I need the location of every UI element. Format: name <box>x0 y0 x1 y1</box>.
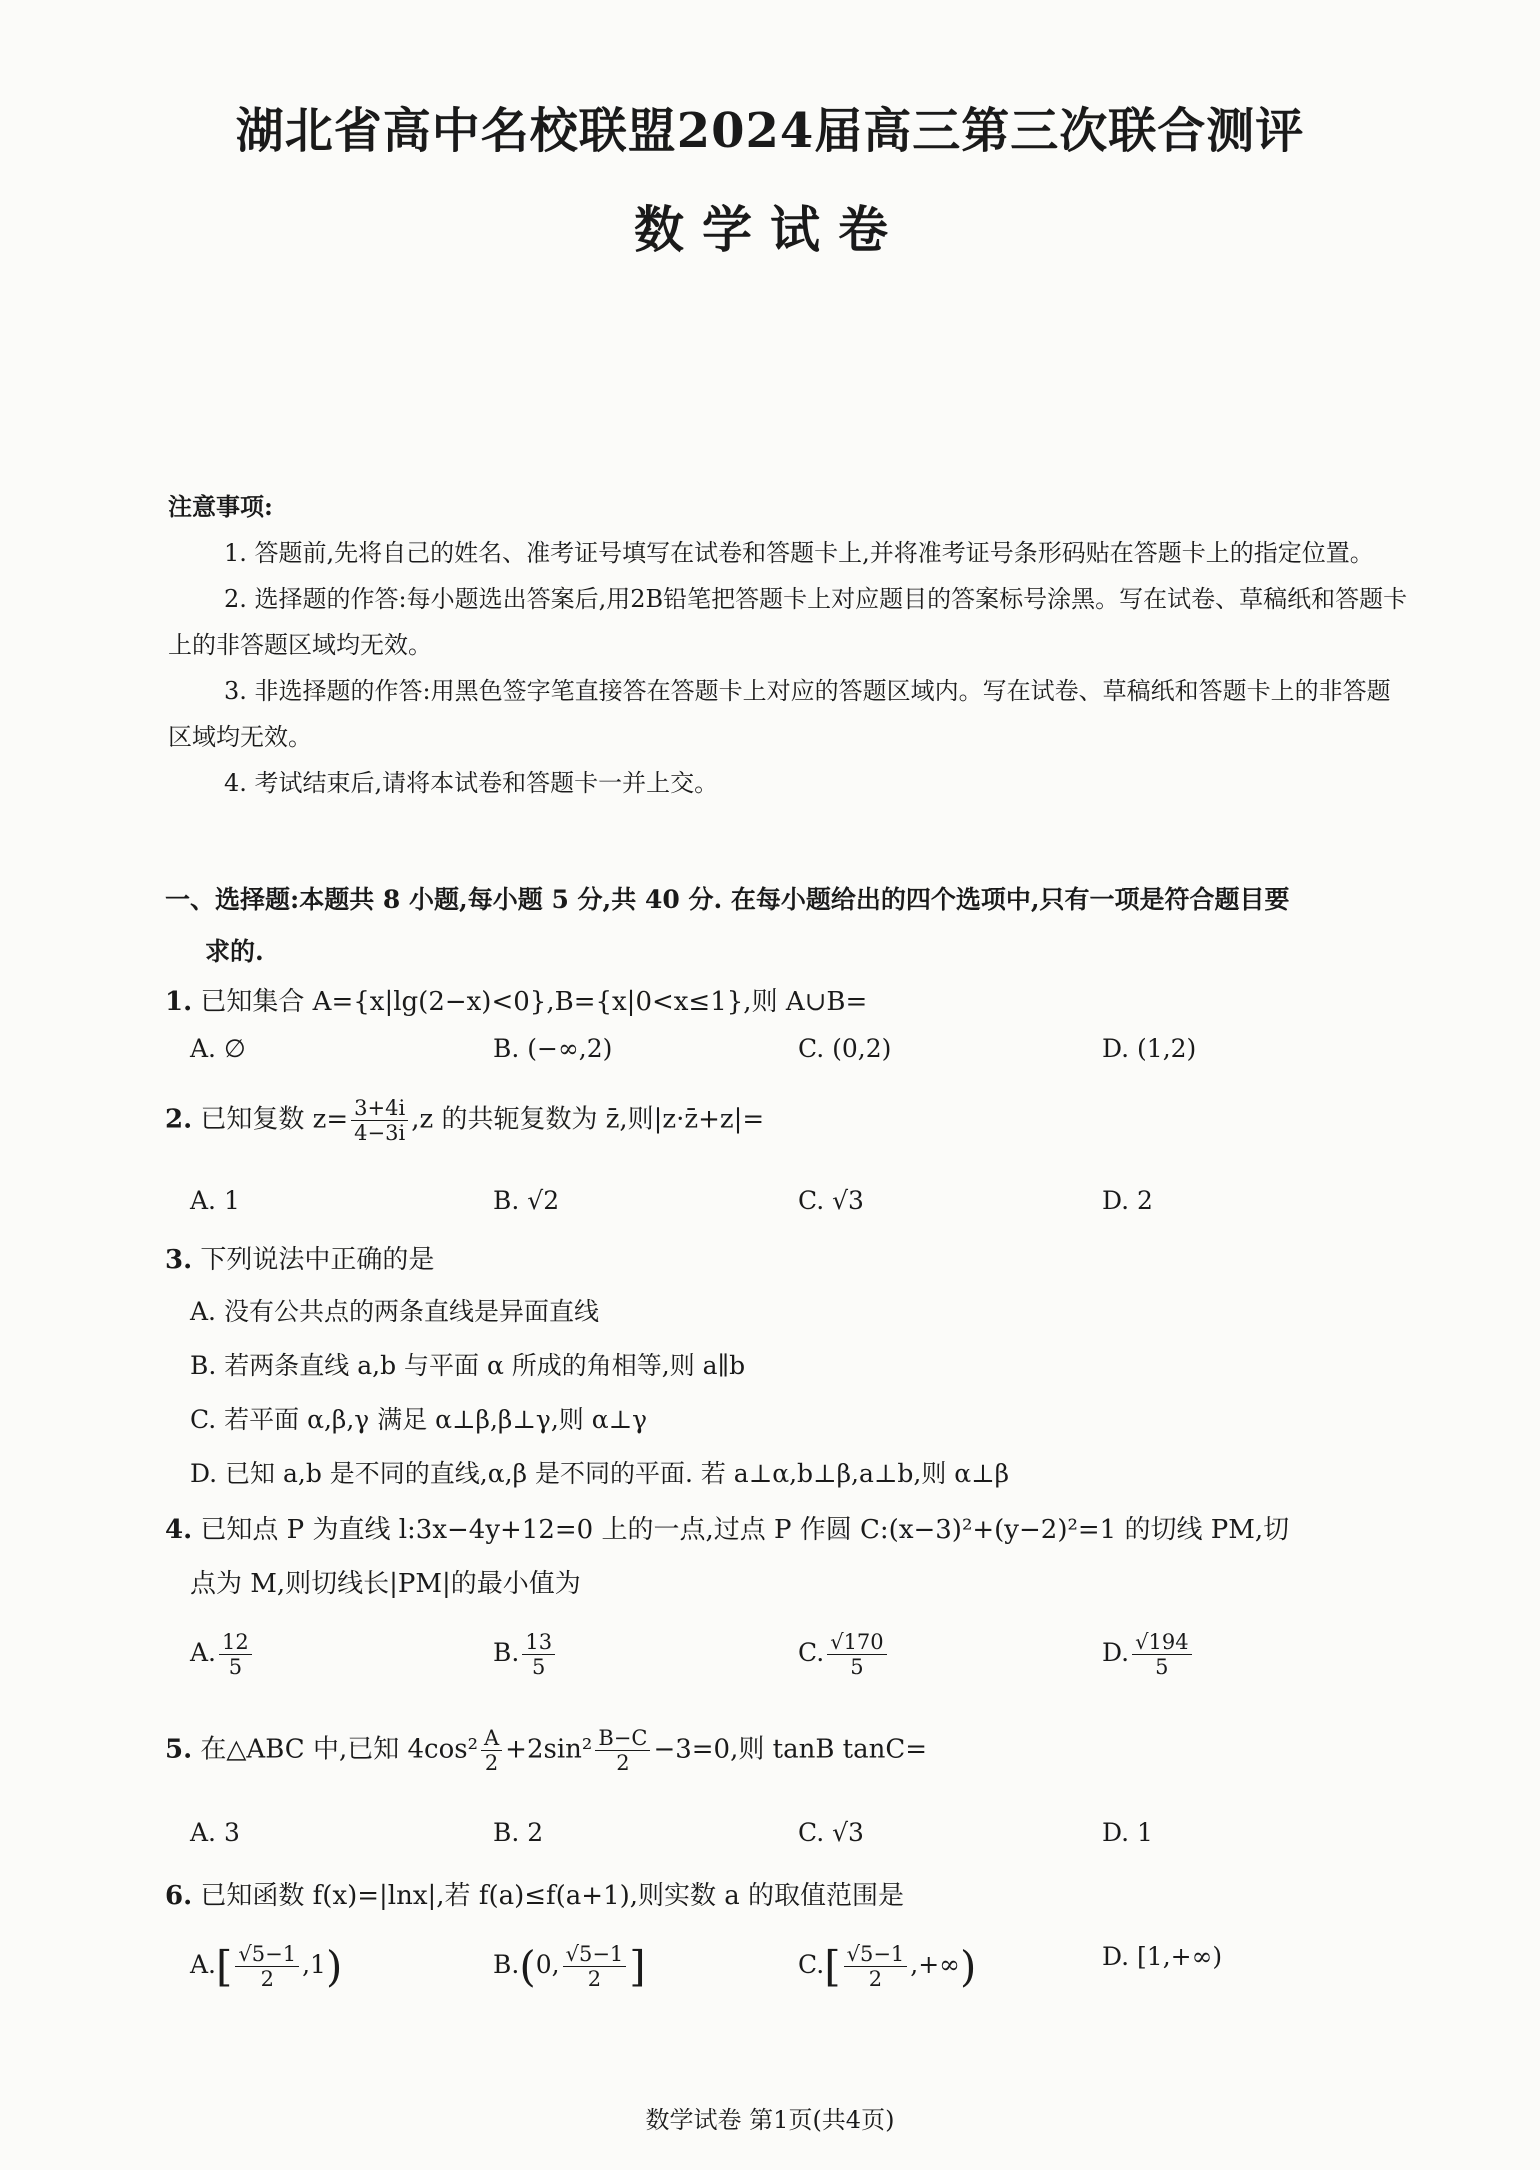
question-text: 已知复数 z= <box>200 1104 349 1135</box>
option-label: A. <box>190 1950 217 1979</box>
question-number: 1. <box>165 987 193 1017</box>
question-text: −3=0,则 tanB tanC= <box>653 1734 928 1765</box>
instruction-item: 1. 答题前,先将自己的姓名、准考证号填写在试卷和答题卡上,并将准考证号条形码贴在答题卡上的指定位置。 <box>224 539 1374 567</box>
fraction-denominator: 2 <box>260 1967 274 1991</box>
question-4 <box>165 1508 1405 1552</box>
question-number: 3. <box>165 1245 193 1275</box>
fraction-denominator: 5 <box>532 1655 546 1679</box>
option-b: B. (−∞,2) <box>493 1034 613 1063</box>
fraction-numerator: √5−1 <box>844 1942 908 1967</box>
instructions <box>168 484 1408 806</box>
question-4-cont: 点为 M,则切线长|PM|的最小值为 <box>190 1569 581 1599</box>
fraction-denominator: 4−3i <box>354 1121 406 1145</box>
option-b: B. √2 <box>493 1186 560 1215</box>
option-c: C. √3 <box>798 1818 864 1847</box>
fraction-numerator: A <box>481 1726 502 1751</box>
question-text: 下列说法中正确的是 <box>200 1245 435 1275</box>
option-a: A.[ $\frac{√5-1}{2}$ ,1) <box>190 1942 343 1991</box>
fraction-numerator: 13 <box>522 1630 555 1655</box>
option-label: B. <box>493 1950 520 1979</box>
option-d: D. 2 <box>1102 1186 1153 1215</box>
question-text: ,z 的共轭复数为 z̄,则|z·z̄+z|= <box>411 1104 765 1135</box>
question-5 <box>165 1726 1405 1775</box>
fraction <box>219 1630 252 1679</box>
option-b: B.(0, $\frac{√5-1}{2}$ ] <box>493 1942 646 1991</box>
question-text: 已知集合 A={x|lg(2−x)<0},B={x|0<x≤1},则 A∪B= <box>200 987 868 1017</box>
bracket-left: [ <box>824 1942 841 1991</box>
option-label: C. <box>798 1638 825 1667</box>
option-b: B. 若两条直线 a,b 与平面 α 所成的角相等,则 a∥b <box>190 1351 746 1380</box>
instruction-item: 4. 考试结束后,请将本试卷和答题卡一并上交。 <box>224 769 719 797</box>
option-d: D. [1,+∞) <box>1102 1942 1223 1971</box>
option-c <box>798 1630 890 1679</box>
fraction <box>1132 1630 1191 1679</box>
question-number: 6. <box>165 1881 193 1911</box>
fraction <box>563 1942 627 1991</box>
section-heading <box>165 874 1405 978</box>
instruction-item: 3. 非选择题的作答:用黑色签字笔直接答在答题卡上对应的答题区域内。写在试卷、草稿纸和答题卡上的非答题区域均无效。 <box>168 677 1391 751</box>
question-2 <box>165 1096 1405 1145</box>
option-a: A. 没有公共点的两条直线是异面直线 <box>190 1297 599 1326</box>
exam-title: 湖北省高中名校联盟2024届高三第三次联合测评 <box>235 103 1305 159</box>
option-d <box>1102 1630 1195 1679</box>
question-text: +2sin² <box>505 1734 593 1765</box>
option-label: A. <box>190 1638 217 1667</box>
option-d: D. 1 <box>1102 1818 1153 1847</box>
fraction-denominator: 2 <box>616 1751 630 1775</box>
option-a: A. ∅ <box>190 1034 246 1063</box>
fraction-numerator: √5−1 <box>563 1942 627 1967</box>
question-3 <box>165 1238 1405 1282</box>
question-number: 4. <box>165 1515 193 1545</box>
fraction-denominator: 5 <box>1155 1655 1169 1679</box>
question-text: 在△ABC 中,已知 4cos² <box>200 1734 478 1765</box>
fraction-numerator: 3+4i <box>351 1096 408 1121</box>
section-line: 一、选择题:本题共 8 小题,每小题 5 分,共 40 分. 在每小题给出的四个选项中,只有一项是符合题目要 <box>165 885 1290 914</box>
option-c: C. 若平面 α,β,γ 满足 α⊥β,β⊥γ,则 α⊥γ <box>190 1405 648 1434</box>
fraction <box>481 1726 502 1775</box>
question-5-options <box>190 1818 1420 1866</box>
bracket-right: ) <box>960 1942 977 1991</box>
option-c: C. (0,2) <box>798 1034 892 1063</box>
fraction-numerator: 12 <box>219 1630 252 1655</box>
bracket-left: [ <box>216 1942 233 1991</box>
question-1 <box>165 980 1405 1024</box>
instruction-item: 2. 选择题的作答:每小题选出答案后,用2B铅笔把答题卡上对应题目的答案标号涂黑。写在试卷、草稿纸和答题卡上的非答题区域均无效。 <box>168 585 1408 659</box>
exam-subtitle: 数学试卷 <box>634 200 906 259</box>
instructions-heading: 注意事项: <box>168 492 273 521</box>
option-b <box>493 1630 558 1679</box>
option-a: A. 3 <box>190 1818 240 1847</box>
option-label: C. <box>798 1950 825 1979</box>
fraction <box>235 1942 299 1991</box>
fraction-denominator: 2 <box>484 1751 499 1775</box>
bracket-left: ( <box>519 1942 536 1991</box>
fraction-denominator: 2 <box>868 1967 883 1991</box>
bracket-right: ) <box>325 1942 343 1991</box>
fraction-denominator: 5 <box>850 1655 864 1679</box>
fraction-numerator: B−C <box>595 1726 650 1751</box>
section-line: 求的. <box>205 937 264 966</box>
fraction-denominator: 2 <box>587 1967 602 1991</box>
question-text: 已知点 P 为直线 l:3x−4y+12=0 上的一点,过点 P 作圆 C:(x−3)²+(y−2)²=1 的切线 PM,切 <box>200 1515 1290 1545</box>
page-footer: 数学试卷 第1页(共4页) <box>645 2106 895 2134</box>
question-2-options <box>190 1186 1420 1234</box>
option-c: C. √3 <box>798 1186 864 1215</box>
fraction-numerator: √5−1 <box>235 1942 299 1967</box>
option-a <box>190 1630 255 1679</box>
fraction <box>522 1630 555 1679</box>
fraction-numerator: √194 <box>1132 1630 1191 1655</box>
question-number: 5. <box>165 1734 193 1765</box>
question-4-options <box>190 1630 1420 1694</box>
option-d: D. 已知 a,b 是不同的直线,α,β 是不同的平面. 若 a⊥α,b⊥β,a⊥b,则 α⊥β <box>190 1459 1010 1488</box>
option-d: D. (1,2) <box>1102 1034 1197 1063</box>
fraction <box>844 1942 908 1991</box>
fraction <box>595 1726 650 1775</box>
option-b: B. 2 <box>493 1818 544 1847</box>
fraction <box>351 1096 408 1145</box>
question-number: 2. <box>165 1104 193 1135</box>
option-label: B. <box>493 1638 520 1667</box>
fraction-numerator: √170 <box>827 1630 886 1655</box>
option-a: A. 1 <box>190 1186 240 1215</box>
question-6 <box>165 1874 1405 1918</box>
option-c: C.[ $\frac{√5-1}{2}$ ,+∞) <box>798 1942 977 1991</box>
bracket-right: ] <box>629 1942 646 1991</box>
question-6-options <box>190 1942 1420 2006</box>
fraction <box>827 1630 886 1679</box>
option-label: D. <box>1102 1638 1130 1667</box>
question-1-options <box>190 1034 1420 1082</box>
fraction-denominator: 5 <box>228 1655 243 1679</box>
question-text: 已知函数 f(x)=|lnx|,若 f(a)≤f(a+1),则实数 a 的取值范围是 <box>200 1881 905 1911</box>
